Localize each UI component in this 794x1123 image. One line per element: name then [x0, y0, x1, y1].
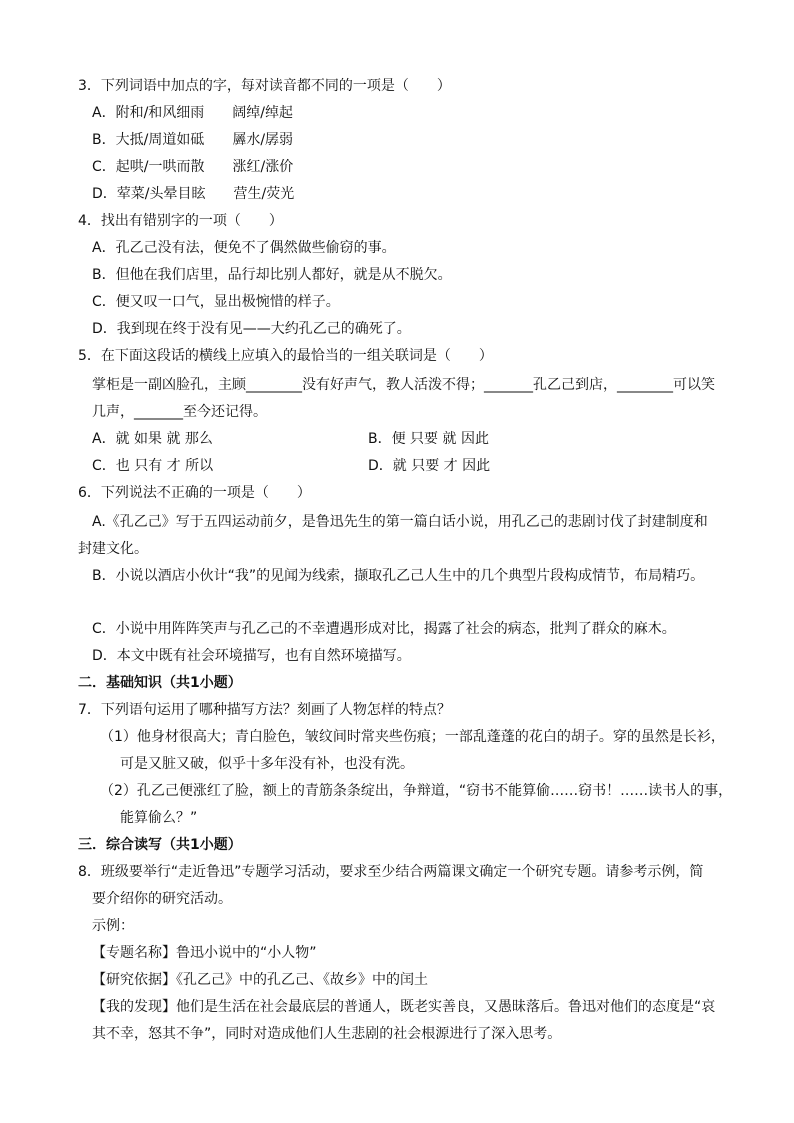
- q3-option-b: B．大抵/周道如砥 羼水/孱弱: [92, 132, 294, 148]
- q4-option-d: D．我到现在终于没有见——大约孔乙己的确死了。: [92, 321, 411, 337]
- q7-item1-line2: 可是又脏又破，似乎十多年没有补，也没有洗。: [120, 756, 414, 772]
- q6-option-c: C．小说中用阵阵笑声与孔乙己的不幸遭遇形成对比，揭露了社会的病态，批判了群众的麻木。: [92, 621, 676, 637]
- q6-option-a-line1: A.《孔乙己》写于五四运动前夕，是鲁迅先生的第一篇白话小说，用孔乙己的悲剧讨伐了封建制度和: [92, 514, 708, 530]
- q8-stem-line1: 8．班级要举行“走近鲁迅”专题学习活动，要求至少结合两篇课文确定一个研究专题。请参考示例，简: [78, 864, 704, 880]
- q8-basis: 【研究依据】《孔乙己》中的孔乙己、《故乡》中的闰土: [92, 972, 428, 988]
- q8-stem-line2: 要介绍你的研究活动。: [92, 891, 232, 907]
- q4-option-a: A．孔乙己没有法，便免不了偶然做些偷窃的事。: [92, 240, 396, 256]
- q6-option-d: D．本文中既有社会环境描写，也有自然环境描写。: [92, 648, 411, 664]
- q8-finding-line2: 其不幸，怒其不争”，同时对造成他们人生悲剧的社会根源进行了深入思考。: [92, 1026, 562, 1042]
- q5-passage-line2: 几声，_______至今还记得。: [92, 404, 267, 420]
- section-heading-3: 三．综合读写（共1小题）: [78, 837, 242, 853]
- q4-option-b: B．但他在我们店里，品行却比别人都好，就是从不脱欠。: [92, 267, 452, 283]
- q3-stem: 3．下列词语中加点的字，每对读音都不同的一项是（ ）: [78, 78, 451, 94]
- q4-option-c: C．便又叹一口气，显出极惋惜的样子。: [92, 294, 340, 310]
- section-heading-2: 二．基础知识（共1小题）: [78, 675, 242, 691]
- q3-option-a: A．附和/和风细雨 阔绰/绰起: [92, 105, 294, 121]
- q5-passage-line1: 掌柜是一副凶脸孔，主顾________没有好声气，教人活泼不得；_______孔乙己到店，________可以笑: [92, 377, 715, 393]
- q6-stem: 6．下列说法不正确的一项是（ ）: [78, 485, 311, 501]
- q8-topic: 【专题名称】鲁迅小说中的“小人物”: [92, 945, 317, 961]
- q5-option-b: B．便 只要 就 因此: [368, 431, 489, 447]
- q7-item2-line2: 能算偷么？”: [120, 810, 198, 826]
- q8-finding-line1: 【我的发现】他们是生活在社会最底层的普通人，既老实善良，又愚昧落后。鲁迅对他们的态度是“哀: [92, 999, 716, 1015]
- q8-example-label: 示例：: [92, 918, 134, 934]
- q3-option-d: D．荤菜/头晕目眩 营生/荧光: [92, 186, 295, 202]
- q5-stem: 5．在下面这段话的横线上应填入的最恰当的一组关联词是（ ）: [78, 348, 493, 364]
- q6-option-b: B．小说以酒店小伙计“我”的见闻为线索，撷取孔乙己人生中的几个典型片段构成情节，布局精巧。: [92, 568, 705, 584]
- q7-item2-line1: （2）孔乙己便涨红了脸，额上的青筋条条绽出，争辩道，“窃书不能算偷……窃书！……读书人的事，: [100, 783, 733, 799]
- q5-option-d: D．就 只要 才 因此: [368, 458, 491, 474]
- q6-option-a-line2: 封建文化。: [78, 541, 148, 557]
- q3-option-c: C．起哄/一哄而散 涨红/涨价: [92, 159, 294, 175]
- q7-stem: 7．下列语句运用了哪种描写方法？刻画了人物怎样的特点？: [78, 702, 451, 718]
- q7-item1-line1: （1）他身材很高大；青白脸色，皱纹间时常夹些伤痕；一部乱蓬蓬的花白的胡子。穿的虽然是长衫，: [100, 729, 725, 745]
- q5-option-a: A．就 如果 就 那么: [92, 431, 213, 447]
- q4-stem: 4．找出有错别字的一项（ ）: [78, 213, 283, 229]
- q5-option-c: C．也 只有 才 所以: [92, 458, 214, 474]
